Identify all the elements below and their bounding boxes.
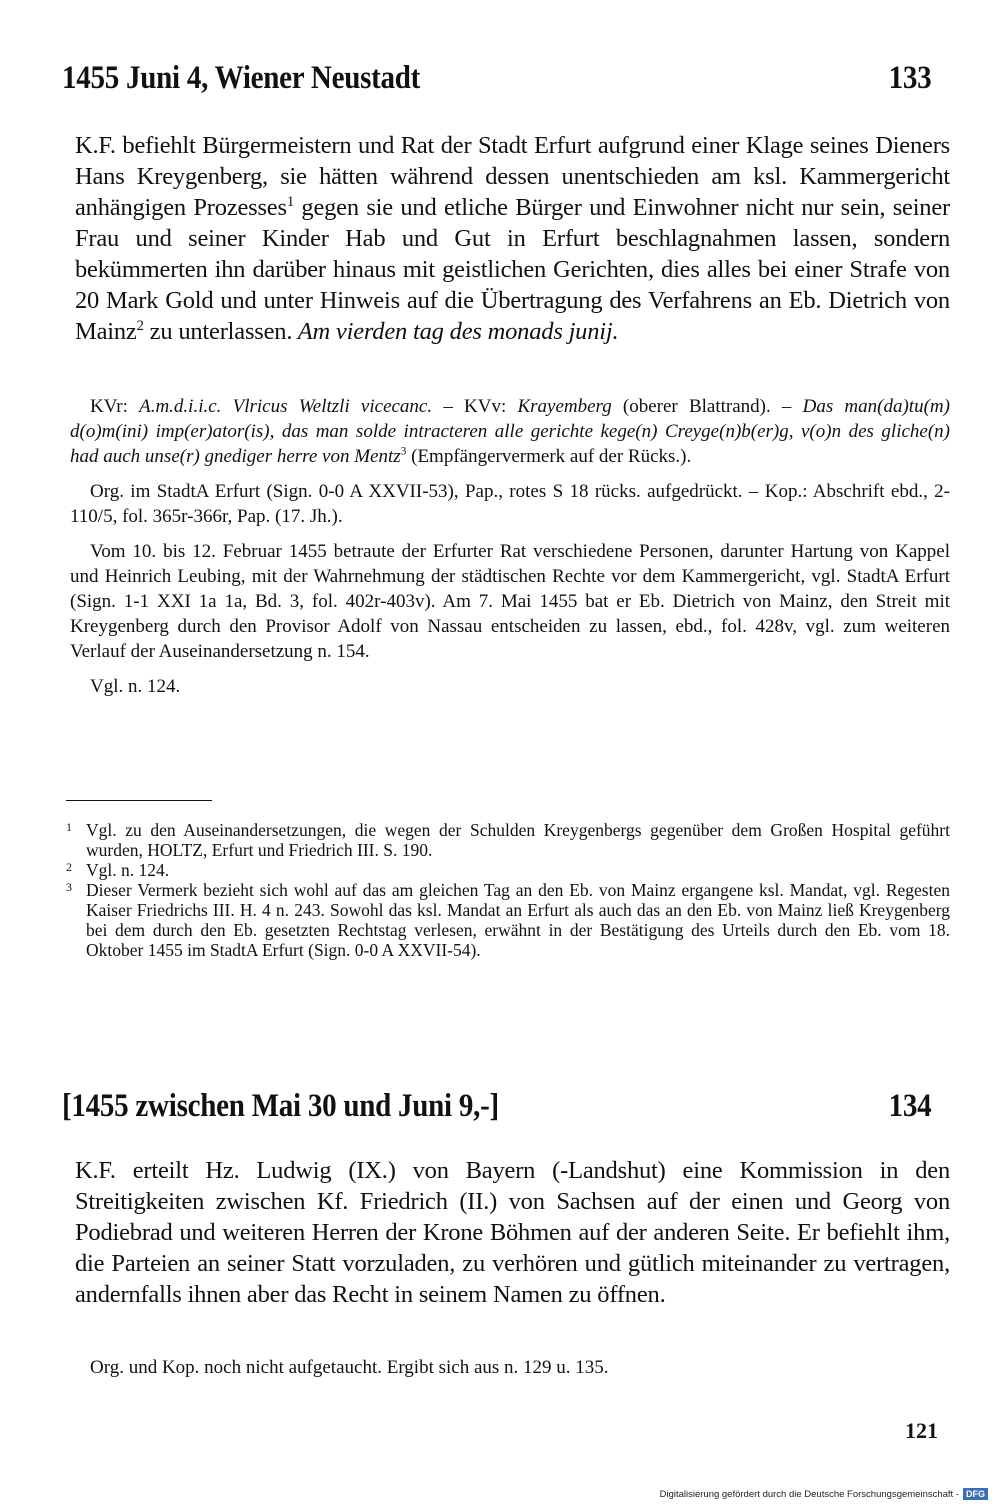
entry-133-date: Am vierden tag des monads junij.: [292, 318, 619, 345]
footnote-text: Vgl. zu den Auseinandersetzungen, die wegen der Schulden Kreygenbergs gegenüber dem Großen Hospital geführt wurden, HOLTZ, Erfurt und Friedrich III. S. 190.: [86, 820, 950, 860]
entry-134-notes: [70, 1355, 950, 1380]
entry-133-number: 133: [888, 60, 932, 96]
footnote-ref-2[interactable]: 2: [136, 317, 144, 334]
entry-134-title: [1455 zwischen Mai 30 und Juni 9,-]: [62, 1088, 499, 1124]
footnote-ref-1[interactable]: 1: [286, 193, 294, 210]
org-paragraph: Org. im StadtA Erfurt (Sign. 0-0 A XXVII-53), Pap., rotes S 18 rücks. aufgedrückt. – Kop.: Abschrift ebd., 2-110/5, fol. 365r-366r, Pap. (17. Jh.).: [70, 481, 950, 527]
vermerk-paragraph: KVr: A.m.d.i.i.c. Vlricus Weltzli vicecanc. – KVv: Krayemberg (oberer Blattrand). – Das man(da)tu(m) d(o)m(ini) imp(er)ator(is), das man solde intracteren alle gerichte kege(n) Creyge(n)b(er)g, v(o)n des gliche(n) had auch unse(r) gnediger herre von Mentz$^3$ (Empfängervermerk auf der Rücks.).: [70, 396, 950, 467]
dfg-logo-icon: DFG: [963, 1488, 988, 1500]
comment-paragraph: Vom 10. bis 12. Februar 1455 betraute der Erfurter Rat verschiedene Personen, darunter Hartung von Kappel und Heinrich Leubing, mit der Wahrnehmung der städtischen Rechte vor dem Kammergericht, vgl. StadtA Erfurt (Sign. 1-1 XXI 1a 1a, Bd. 3, fol. 402r-403v). Am 7. Mai 1455 bat er Eb. Dietrich von Mainz, den Streit mit Kreygenberg durch den Provisor Adolf von Nassau entscheiden zu lassen, ebd., fol. 428v, vgl. zum weiteren Verlauf der Auseinandersetzung n. 154.: [70, 541, 950, 662]
footnote-item: [66, 880, 950, 960]
footnote-divider: [66, 800, 212, 801]
entry-134-number: 134: [888, 1088, 932, 1124]
footnote-item: [66, 860, 950, 880]
entry-134-regest: K.F. erteilt Hz. Ludwig (IX.) von Bayern (-Landshut) eine Kommission in den Streitigkeiten zwischen Kf. Friedrich (II.) von Sachsen auf der einen und Georg von Podiebrad und weiteren Herren der Krone Böhmen auf der anderen Seite. Er befiehlt ihm, die Parteien an seiner Statt vorzuladen, zu verhören und gütlich miteinander zu vertragen, andernfalls ihnen aber das Recht in seinem Namen zu öffnen.: [75, 1157, 950, 1308]
vgl-paragraph: Vgl. n. 124.: [90, 676, 181, 697]
footer: [660, 1488, 988, 1500]
entry-133-notes: [70, 394, 950, 699]
footnote-text: Vgl. n. 124.: [86, 860, 170, 880]
entry-133-title: 1455 Juni 4, Wiener Neustadt: [62, 60, 421, 96]
entry-134-heading: [62, 1088, 932, 1125]
footnotes: [66, 820, 950, 960]
footnote-item: [66, 820, 950, 860]
page-number: 121: [905, 1418, 938, 1443]
footnote-text: Dieser Vermerk bezieht sich wohl auf das am gleichen Tag an den Eb. von Mainz ergangene ksl. Mandat, vgl. Regesten Kaiser Friedrichs III. H. 4 n. 243. Sowohl das ksl. Mandat an Erfurt als auch das an den Eb. von Mainz ließ Kreygenberg bei dem durch den Eb. gesetzten Rechtstag verlesen, erwähnt in der Bestätigung des Urteils durch den Eb. vom 18. Oktober 1455 im StadtA Erfurt (Sign. 0-0 A XXVII-54).: [86, 880, 950, 960]
footnote-ref-3[interactable]: 3: [400, 445, 407, 458]
entry-133-regest: K.F. befiehlt Bürgermeistern und Rat der Stadt Erfurt aufgrund einer Klage seines Dieners Hans Kreygenberg, sie hätten während dessen unentschieden am ksl. Kammergericht anhängigen Prozesses$^1$ gegen sie und etliche Bürger und Einwohner nicht nur sein, seiner Frau und seiner Kinder Hab und Gut in Erfurt beschlagnahmen lassen, sondern bekümmerten ihn darüber hinaus mit geistlichen Gerichten, dies alles bei einer Strafe von 20 Mark Gold und unter Hinweis auf die Übertragung des Verfahrens an Eb. Dietrich von Mainz$^2$ zu unterlassen. Am vierden tag des monads junij.: [75, 132, 950, 345]
footnote-mark: 1: [66, 820, 72, 834]
entry-134-note: Org. und Kop. noch nicht aufgetaucht. Ergibt sich aus n. 129 u. 135.: [90, 1357, 609, 1378]
footer-text: Digitalisierung gefördert durch die Deutsche Forschungsgemeinschaft -: [659, 1488, 959, 1500]
entry-133-heading: [62, 60, 932, 97]
footnote-mark: 3: [66, 880, 72, 894]
footnote-mark: 2: [66, 860, 72, 874]
